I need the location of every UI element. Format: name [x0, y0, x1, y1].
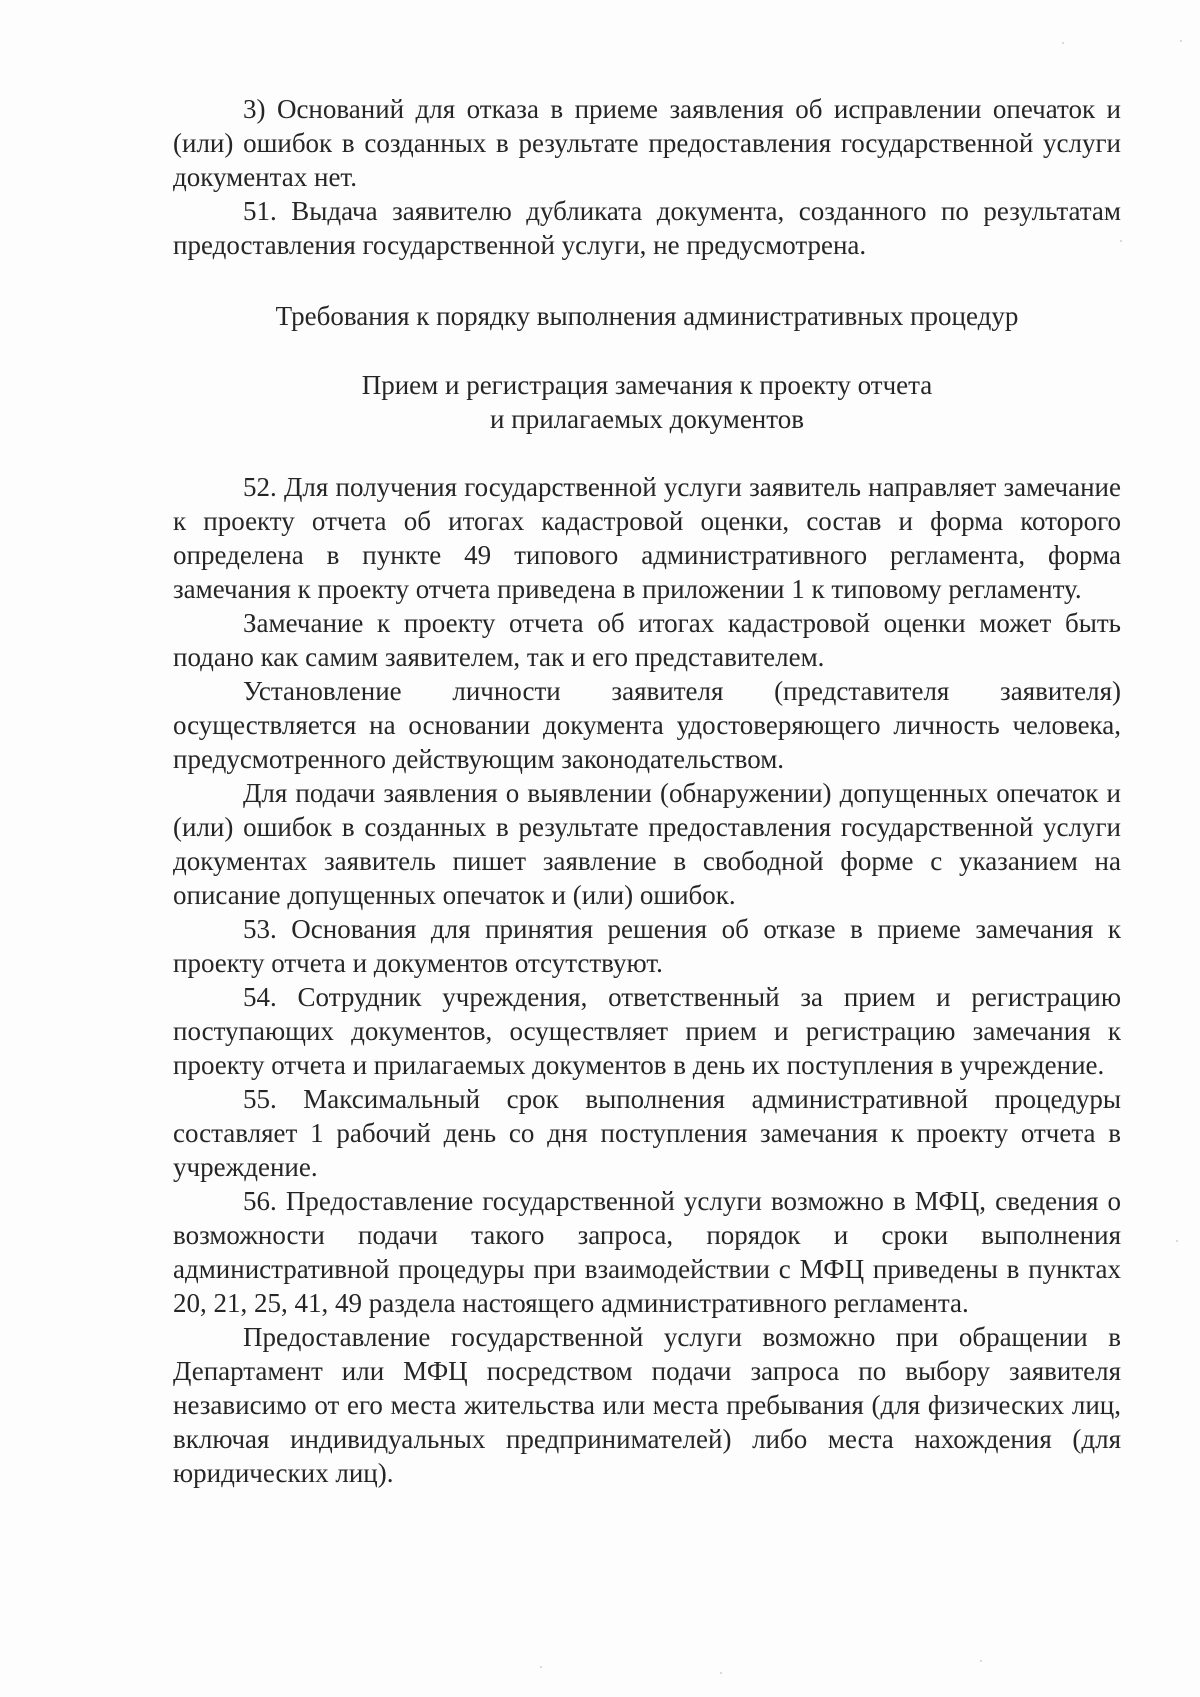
subsection-title-line-1: Прием и регистрация замечания к проекту отчета: [361, 370, 933, 400]
scan-speck: [720, 1672, 722, 1674]
scan-speck: [540, 1666, 542, 1668]
section-title: Требования к порядку выполнения административных процедур: [275, 301, 1019, 331]
paragraph-56-appeal: Предоставление государственной услуги возможно при обращении в Департамент или МФЦ посредством подачи запроса по выбору заявителя независимо от его места жительства или места пребывания (для физических лиц, включая индивидуальных предпринимателей) либо места нахождения (для юридических лиц).: [173, 1322, 1121, 1488]
paragraph-52-errors: Для подачи заявления о выявлении (обнаружении) допущенных опечаток и (или) ошибок в созданных в результате предоставления государственной услуги документах заявитель пишет заявление в свободной форме с указанием на описание допущенных опечаток и (или) ошибок.: [173, 778, 1121, 910]
subsection-title: [173, 368, 1121, 436]
scan-speck: [1180, 40, 1182, 42]
paragraph-54: 54. Сотрудник учреждения, ответственный за прием и регистрацию поступающих документов, осуществляет прием и регистрацию замечания к проекту отчета и прилагаемых документов в день их поступления в учреждение.: [173, 982, 1121, 1080]
document-body: [173, 92, 1121, 1490]
paragraph-51: 51. Выдача заявителю дубликата документа, созданного по результатам предоставления государственной услуги, не предусмотрена.: [173, 196, 1121, 260]
paragraph-55: 55. Максимальный срок выполнения административной процедуры составляет 1 рабочий день со дня поступления замечания к проекту отчета в учреждение.: [173, 1084, 1121, 1182]
paragraph-56: 56. Предоставление государственной услуги возможно в МФЦ, сведения о возможности подачи такого запроса, порядок и сроки выполнения административной процедуры при взаимодействии с МФЦ приведены в пунктах 20, 21, 25, 41, 49 раздела настоящего административного регламента.: [173, 1186, 1121, 1318]
paragraph-item-3: 3) Оснований для отказа в приеме заявления об исправлении опечаток и (или) ошибок в созданных в результате предоставления государственной услуги документах нет.: [173, 94, 1121, 192]
paragraph-53: 53. Основания для принятия решения об отказе в приеме замечания к проекту отчета и документов отсутствуют.: [173, 914, 1121, 978]
scan-speck: [980, 1660, 982, 1662]
scan-speck: [1062, 42, 1064, 44]
paragraph-52-identity: Установление личности заявителя (представителя заявителя) осуществляется на основании документа удостоверяющего личность человека, предусмотренного действующим законодательством.: [173, 676, 1121, 774]
subsection-title-line-2: и прилагаемых документов: [490, 404, 804, 434]
paragraph-52-representative: Замечание к проекту отчета об итогах кадастровой оценки может быть подано как самим заявителем, так и его представителем.: [173, 608, 1121, 672]
scan-speck: [1176, 1240, 1178, 1242]
paragraph-52: 52. Для получения государственной услуги заявитель направляет замечание к проекту отчета об итогах кадастровой оценки, состав и форма которого определена в пункте 49 типового административного регламента, форма замечания к проекту отчета приведена в приложении 1 к типовому регламенту.: [173, 472, 1121, 604]
